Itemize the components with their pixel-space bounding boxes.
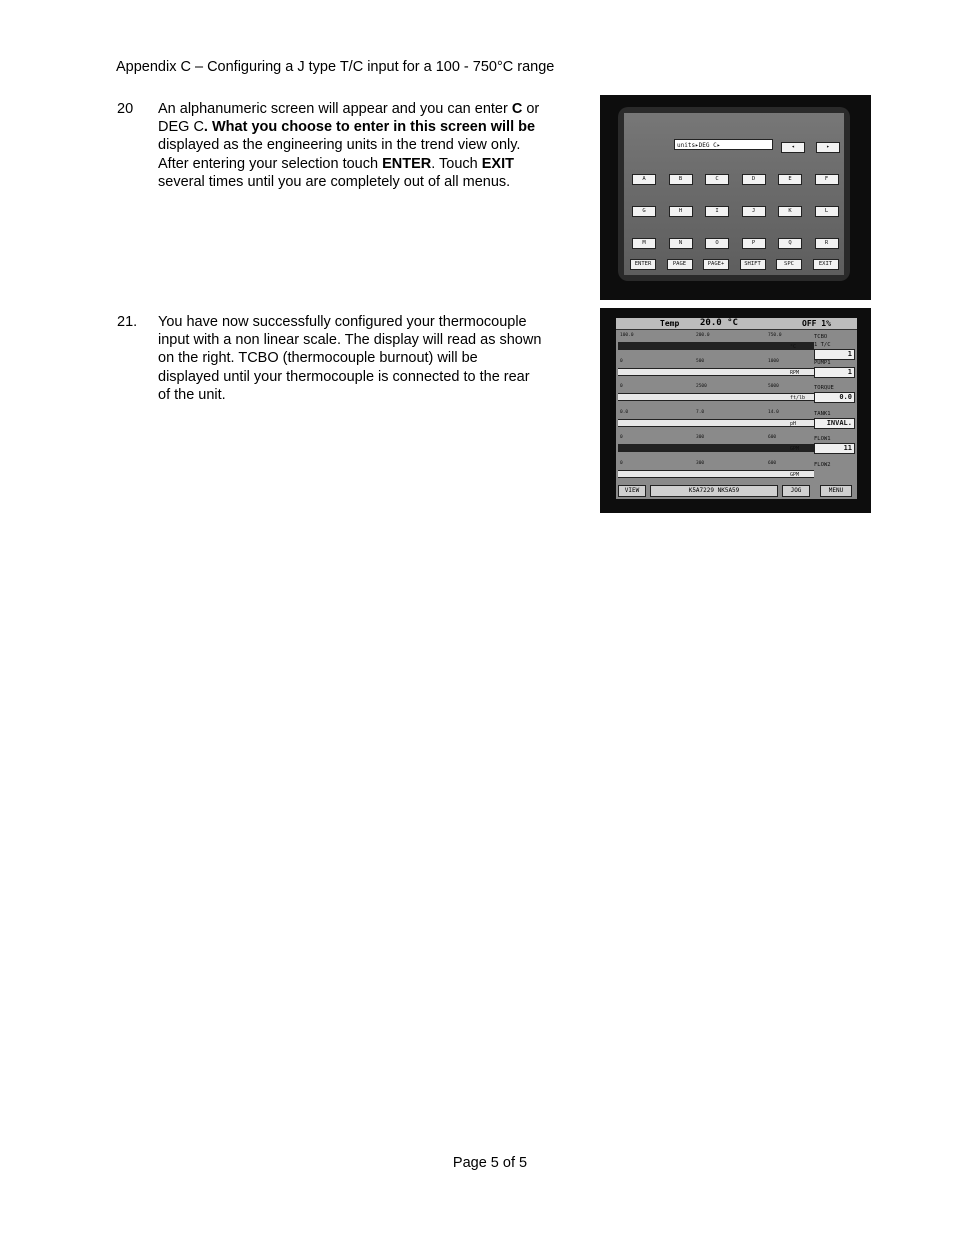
trend-row: [618, 409, 814, 430]
key-a: A: [632, 174, 656, 185]
channel-value: 1: [814, 367, 855, 378]
channel-panel: [814, 384, 855, 403]
key-n: N: [669, 238, 693, 249]
key-right-arrow: ▸: [816, 142, 840, 153]
units-entry-field: units▸DEG C▸: [674, 139, 773, 150]
text-run: input with a non linear scale. The display will read as shown: [158, 332, 542, 349]
scale-label: 0: [620, 435, 623, 440]
trend-row: [618, 383, 814, 404]
scale-label: 2500: [696, 384, 707, 389]
key-b: B: [669, 174, 693, 185]
trend-unit: GPM: [790, 471, 800, 478]
key-j: J: [742, 206, 766, 217]
channel-panel: [814, 435, 855, 454]
scale-label: 7.0: [696, 409, 705, 415]
scale-label: 14.0: [768, 409, 779, 415]
key-g: G: [632, 206, 656, 217]
keyword: ENTER: [382, 155, 432, 172]
channel-panel: [814, 359, 855, 378]
text-run: displayed as the engineering units in the trend view only.: [158, 137, 521, 154]
key-l: L: [815, 206, 839, 217]
reading-title: Temp: [660, 319, 680, 328]
key-i: I: [705, 206, 729, 217]
key-e: E: [778, 174, 802, 185]
keyword: . What you choose to enter in this screen will be: [203, 119, 536, 136]
trend-band: [618, 393, 814, 401]
text-run: You have now successfully configured your thermocouple: [158, 314, 527, 330]
softkey: K5A7229 NK5A59: [650, 485, 778, 497]
scale-label: 600: [768, 460, 777, 466]
channel-tag: TANK1: [814, 410, 831, 417]
text-run: or: [522, 101, 540, 117]
scale-label: 0.0: [620, 409, 629, 415]
scale-label: 100.0: [620, 333, 634, 338]
trend-band: [618, 470, 814, 478]
key-page: PAGE: [667, 259, 693, 270]
keypad-screen-photo: [600, 95, 871, 300]
trend-screen-photo: [600, 308, 871, 513]
trend-unit: pH: [790, 420, 797, 427]
trend-band: [618, 368, 814, 376]
trend-band: [618, 444, 814, 452]
scale-label: 0: [620, 460, 623, 466]
channel-tag: PUMP1: [814, 359, 831, 366]
text-line: [158, 313, 583, 331]
key-p: P: [742, 238, 766, 249]
key-exit: EXIT: [813, 259, 839, 270]
trend-row: [618, 358, 814, 379]
scale-label: 1000: [768, 358, 779, 364]
channel-panel: [814, 461, 855, 469]
text-line: [158, 136, 583, 154]
scale-label: 0: [620, 384, 623, 389]
text-run: on the right. TCBO (thermocouple burnout) will be: [158, 350, 478, 367]
key-shift: SHIFT: [740, 259, 766, 270]
text-line: [158, 173, 583, 191]
scale-label: 5000: [768, 384, 779, 389]
trend-unit: ft/lb: [790, 395, 806, 401]
text-run: DEG C: [158, 119, 204, 136]
channel-value: 0.0: [814, 392, 855, 403]
channel-tag: TORQUE: [814, 385, 834, 391]
trend-scale: [618, 383, 814, 391]
trend-row: [618, 460, 814, 481]
scale-label: 500: [696, 358, 705, 364]
softkey: VIEW: [618, 485, 646, 497]
trend-display: [616, 318, 857, 499]
text-line: [158, 100, 583, 118]
scale-label: 0: [620, 358, 623, 364]
reading-value: 20.0 °C: [700, 318, 738, 328]
text-run: After entering your selection touch: [158, 155, 383, 172]
channel-subtag: 1 T/C: [814, 342, 831, 348]
text-line: [158, 331, 583, 349]
key-c: C: [705, 174, 729, 185]
step-20-text: [158, 100, 583, 191]
key-f: F: [815, 174, 839, 185]
channel-tag: FLOW1: [814, 436, 831, 442]
text-run: An alphanumeric screen will appear and you can enter: [158, 101, 512, 117]
keyword: C: [511, 101, 523, 117]
trend-unit: RPM: [790, 369, 800, 376]
trend-row: [618, 332, 814, 353]
text-line: [158, 118, 583, 136]
page-footer: Page 5 of 5: [452, 1155, 528, 1171]
scale-label: 600: [768, 435, 777, 440]
key-k: K: [778, 206, 802, 217]
trend-scale: [618, 434, 814, 442]
scale-label: 300: [696, 435, 705, 440]
step-21-text: [158, 313, 583, 404]
key-h: H: [669, 206, 693, 217]
softkey: JOG: [782, 485, 810, 497]
reading-status: OFF 1%: [802, 319, 831, 328]
softkey: MENU: [820, 485, 852, 497]
text-line: [158, 349, 583, 367]
channel-tag: TCBO: [814, 334, 828, 340]
text-run: several times until you are completely out of all menus.: [158, 173, 511, 190]
text-line: [158, 155, 583, 173]
scale-label: 750.0: [768, 333, 782, 338]
text-line: [158, 368, 583, 386]
key-d: D: [742, 174, 766, 185]
key-left-arrow: ◂: [781, 142, 805, 153]
channel-value: 11: [814, 443, 855, 454]
key-o: O: [705, 238, 729, 249]
keyword: EXIT: [481, 155, 514, 172]
scale-label: 300: [696, 460, 705, 466]
key-enter: ENTER: [630, 259, 656, 270]
channel-panel: [814, 333, 855, 360]
text-run: displayed until your thermocouple is connected to the rear: [158, 368, 530, 385]
scale-label: 200.0: [696, 333, 710, 338]
channel-value: INVAL.: [814, 418, 855, 429]
page-header: Appendix C – Configuring a J type T/C input for a 100 - 750°C range: [116, 59, 555, 75]
text-run: . Touch: [431, 155, 482, 172]
trend-unit: °C: [790, 344, 797, 350]
text-run: of the unit.: [158, 386, 226, 403]
trend-scale: [618, 460, 814, 468]
trend-scale: [618, 358, 814, 366]
text-line: [158, 386, 583, 404]
reading-bar: [616, 318, 857, 330]
trend-scale: [618, 409, 814, 417]
trend-unit: GPM: [790, 446, 800, 452]
channel-tag: FLOW2: [814, 461, 831, 468]
key-m: M: [632, 238, 656, 249]
key-page: PAGE+: [703, 259, 729, 270]
key-spc: SPC: [776, 259, 802, 270]
trend-band: [618, 419, 814, 427]
key-r: R: [815, 238, 839, 249]
trend-scale: [618, 332, 814, 340]
channel-panel: [814, 410, 855, 429]
step-number: 20: [117, 101, 134, 117]
keypad-display: [624, 113, 844, 275]
trend-row: [618, 434, 814, 455]
channel-value: 1: [814, 349, 855, 360]
key-q: Q: [778, 238, 802, 249]
step-number: 21.: [117, 314, 138, 330]
trend-band: [618, 342, 814, 350]
